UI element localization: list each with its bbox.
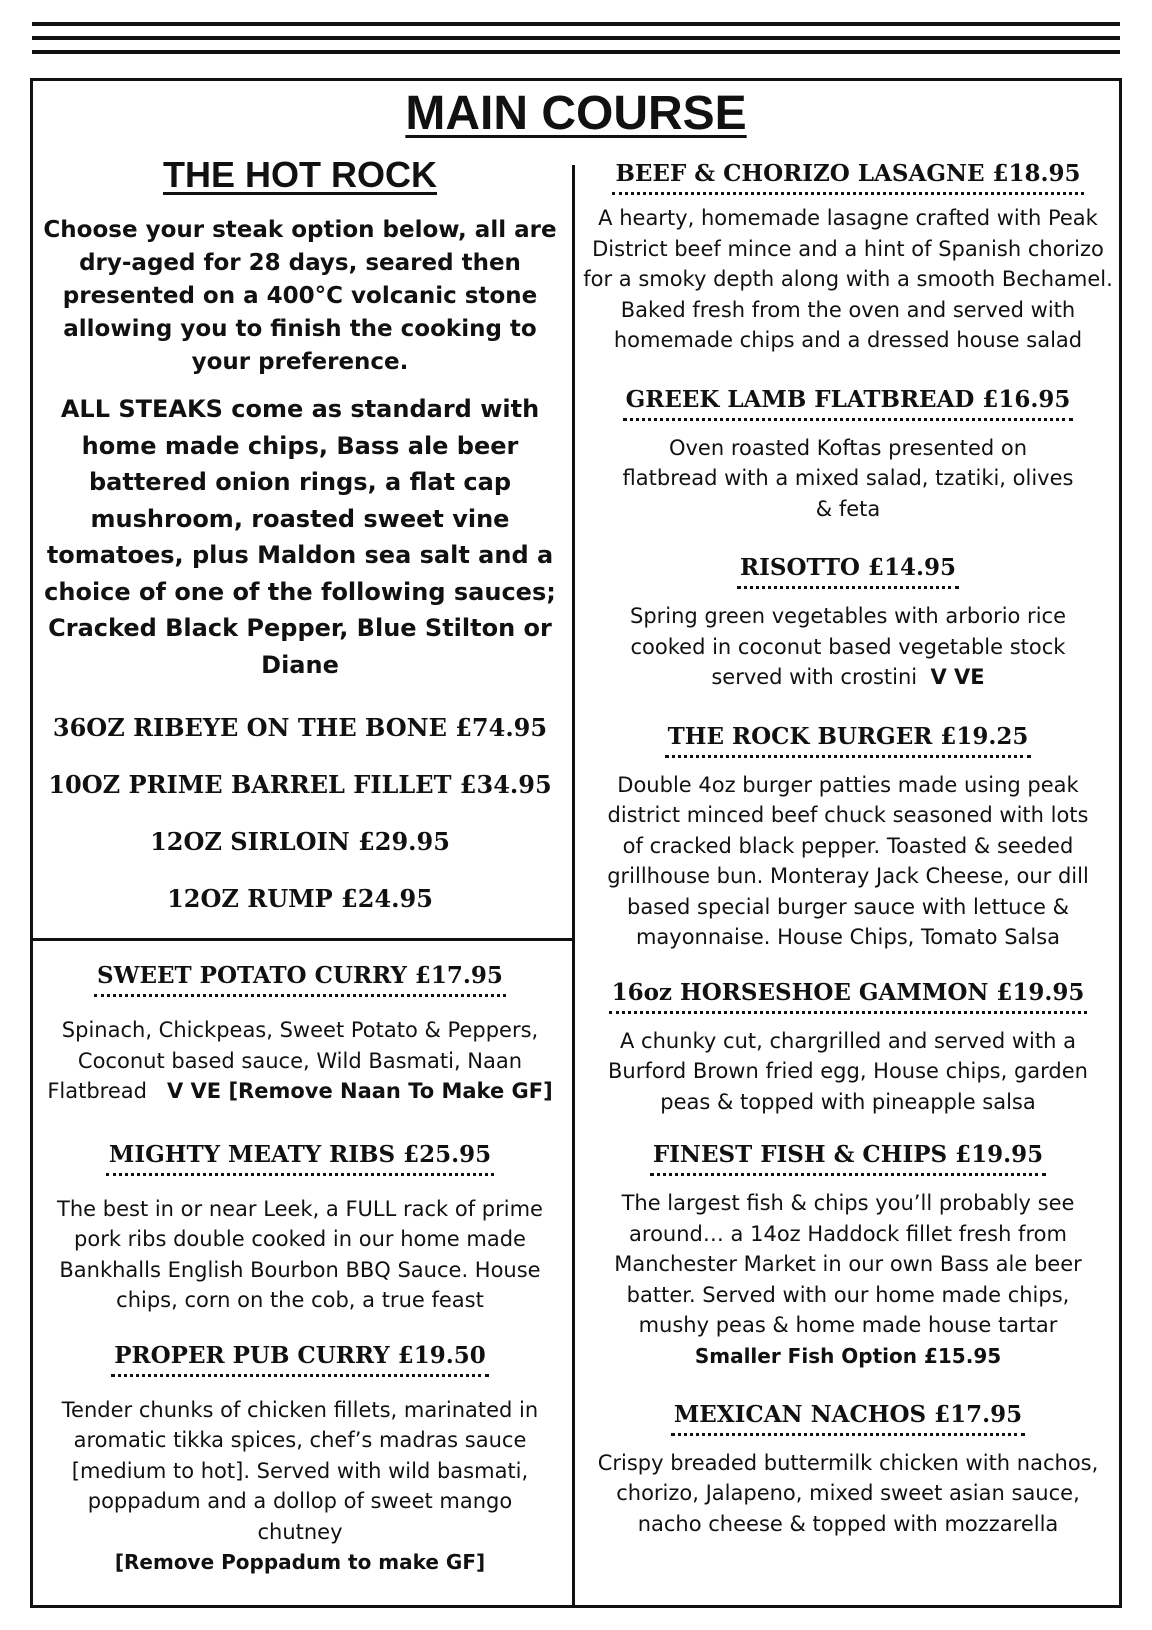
item-title: SWEET POTATO CURRY £17.95 bbox=[94, 962, 506, 997]
section-divider bbox=[33, 938, 572, 941]
item-desc: Double 4oz burger patties made using peak district minced beef chuck seasoned with lots of cracked black pepper. Toasted & seeded grillhouse bun. Monteray Jack Cheese, our dill based special burger sauce with lettuce & mayonnaise. House Chips, Tomato Salsa bbox=[607, 772, 1089, 949]
item-note: Smaller Fish Option £15.95 bbox=[694, 1343, 1002, 1368]
hot-rock-section bbox=[40, 154, 560, 927]
item-note: [Remove Poppadum to make GF] bbox=[114, 1550, 486, 1574]
menu-item bbox=[582, 1401, 1114, 1540]
menu-item bbox=[582, 160, 1114, 356]
page-title: MAIN COURSE bbox=[405, 87, 747, 140]
item-desc: The best in or near Leek, a FULL rack of prime pork ribs double cooked in our home made Bankhalls English Bourbon BBQ Sauce. House chips, corn on the cob, a true feast bbox=[57, 1196, 543, 1312]
item-title: MEXICAN NACHOS £17.95 bbox=[671, 1401, 1025, 1436]
item-title: MIGHTY MEATY RIBS £25.95 bbox=[106, 1141, 494, 1176]
item-title: RISOTTO £14.95 bbox=[737, 554, 959, 589]
item-note: V VE bbox=[930, 665, 985, 689]
steak-option: 36OZ RIBEYE ON THE BONE £74.95 bbox=[52, 713, 548, 742]
hot-rock-title: THE HOT ROCK bbox=[163, 154, 437, 195]
item-desc: A chunky cut, chargrilled and served with a Burford Brown fried egg, House chips, garden peas & topped with pineapple salsa bbox=[608, 1028, 1088, 1114]
top-rule-3 bbox=[32, 50, 1120, 54]
menu-item bbox=[40, 1141, 560, 1316]
right-column bbox=[582, 160, 1114, 1539]
item-note: V VE [Remove Naan To Make GF] bbox=[166, 1079, 553, 1103]
item-title: 16oz HORSESHOE GAMMON £19.95 bbox=[609, 979, 1088, 1014]
menu-item bbox=[582, 1141, 1114, 1371]
item-desc-text: Spring green vegetables with arborio rice cooked in coconut based vegetable stock served with crostini bbox=[629, 604, 1066, 689]
item-desc: Tender chunks of chicken fillets, marinated in aromatic tikka spices, chef’s madras sauce [medium to hot]. Served with wild basmati, poppadum and a dollop of sweet mango chutney bbox=[61, 1397, 539, 1544]
item-title: FINEST FISH & CHIPS £19.95 bbox=[650, 1141, 1046, 1176]
menu-item bbox=[582, 979, 1114, 1118]
menu-item bbox=[582, 386, 1114, 525]
menu-item bbox=[582, 723, 1114, 953]
left-lower-section bbox=[40, 962, 560, 1577]
item-desc bbox=[582, 601, 1114, 693]
steak-option: 12OZ RUMP £24.95 bbox=[167, 884, 433, 913]
item-desc: A hearty, homemade lasagne crafted with Peak District beef mince and a hint of Spanish chorizo for a smoky depth along with a smooth Bechamel. Baked fresh from the oven and served with homemade chips and a dressed house salad bbox=[583, 206, 1113, 352]
steak-option: 12OZ SIRLOIN £29.95 bbox=[150, 827, 450, 856]
item-desc bbox=[40, 1015, 560, 1107]
item-title: PROPER PUB CURRY £19.50 bbox=[111, 1342, 489, 1377]
steak-option: 10OZ PRIME BARREL FILLET £34.95 bbox=[48, 770, 552, 799]
item-desc: The largest fish & chips you’ll probably see around… a 14oz Haddock fillet fresh from Manchester Market in our own Bass ale beer batter. Served with our home made chips, mushy peas & home made house tartar bbox=[614, 1191, 1082, 1337]
item-title: BEEF & CHORIZO LASAGNE £18.95 bbox=[612, 160, 1083, 195]
menu-item bbox=[40, 1342, 560, 1578]
hot-rock-standard: ALL STEAKS come as standard with home made chips, Bass ale beer battered onion rings, a flat cap mushroom, roasted sweet vine tomatoes, plus Maldon sea salt and a choice of one of the following sauces; Cracked Black Pepper, Blue Stilton or Diane bbox=[44, 395, 556, 679]
hot-rock-intro: Choose your steak option below, all are dry-aged for 28 days, seared then presented on a 400°C volcanic stone allowing you to finish the cooking to your preference. bbox=[43, 217, 557, 375]
top-rule-2 bbox=[32, 36, 1120, 40]
item-title: GREEK LAMB FLATBREAD £16.95 bbox=[623, 386, 1074, 421]
item-title: THE ROCK BURGER £19.25 bbox=[665, 723, 1032, 758]
menu-item bbox=[40, 962, 560, 1107]
top-rule-1 bbox=[32, 22, 1120, 26]
item-desc: Crispy breaded buttermilk chicken with nachos, chorizo, Jalapeno, mixed sweet asian sauce, nacho cheese & topped with mozzarella bbox=[597, 1450, 1099, 1536]
menu-item bbox=[582, 554, 1114, 693]
item-desc-text: Spinach, Chickpeas, Sweet Potato & Peppers, Coconut based sauce, Wild Basmati, Naan Flatbread bbox=[47, 1018, 539, 1103]
column-divider bbox=[572, 165, 575, 1608]
item-desc: Oven roasted Koftas presented on flatbread with a mixed salad, tzatiki, olives & feta bbox=[622, 435, 1074, 521]
